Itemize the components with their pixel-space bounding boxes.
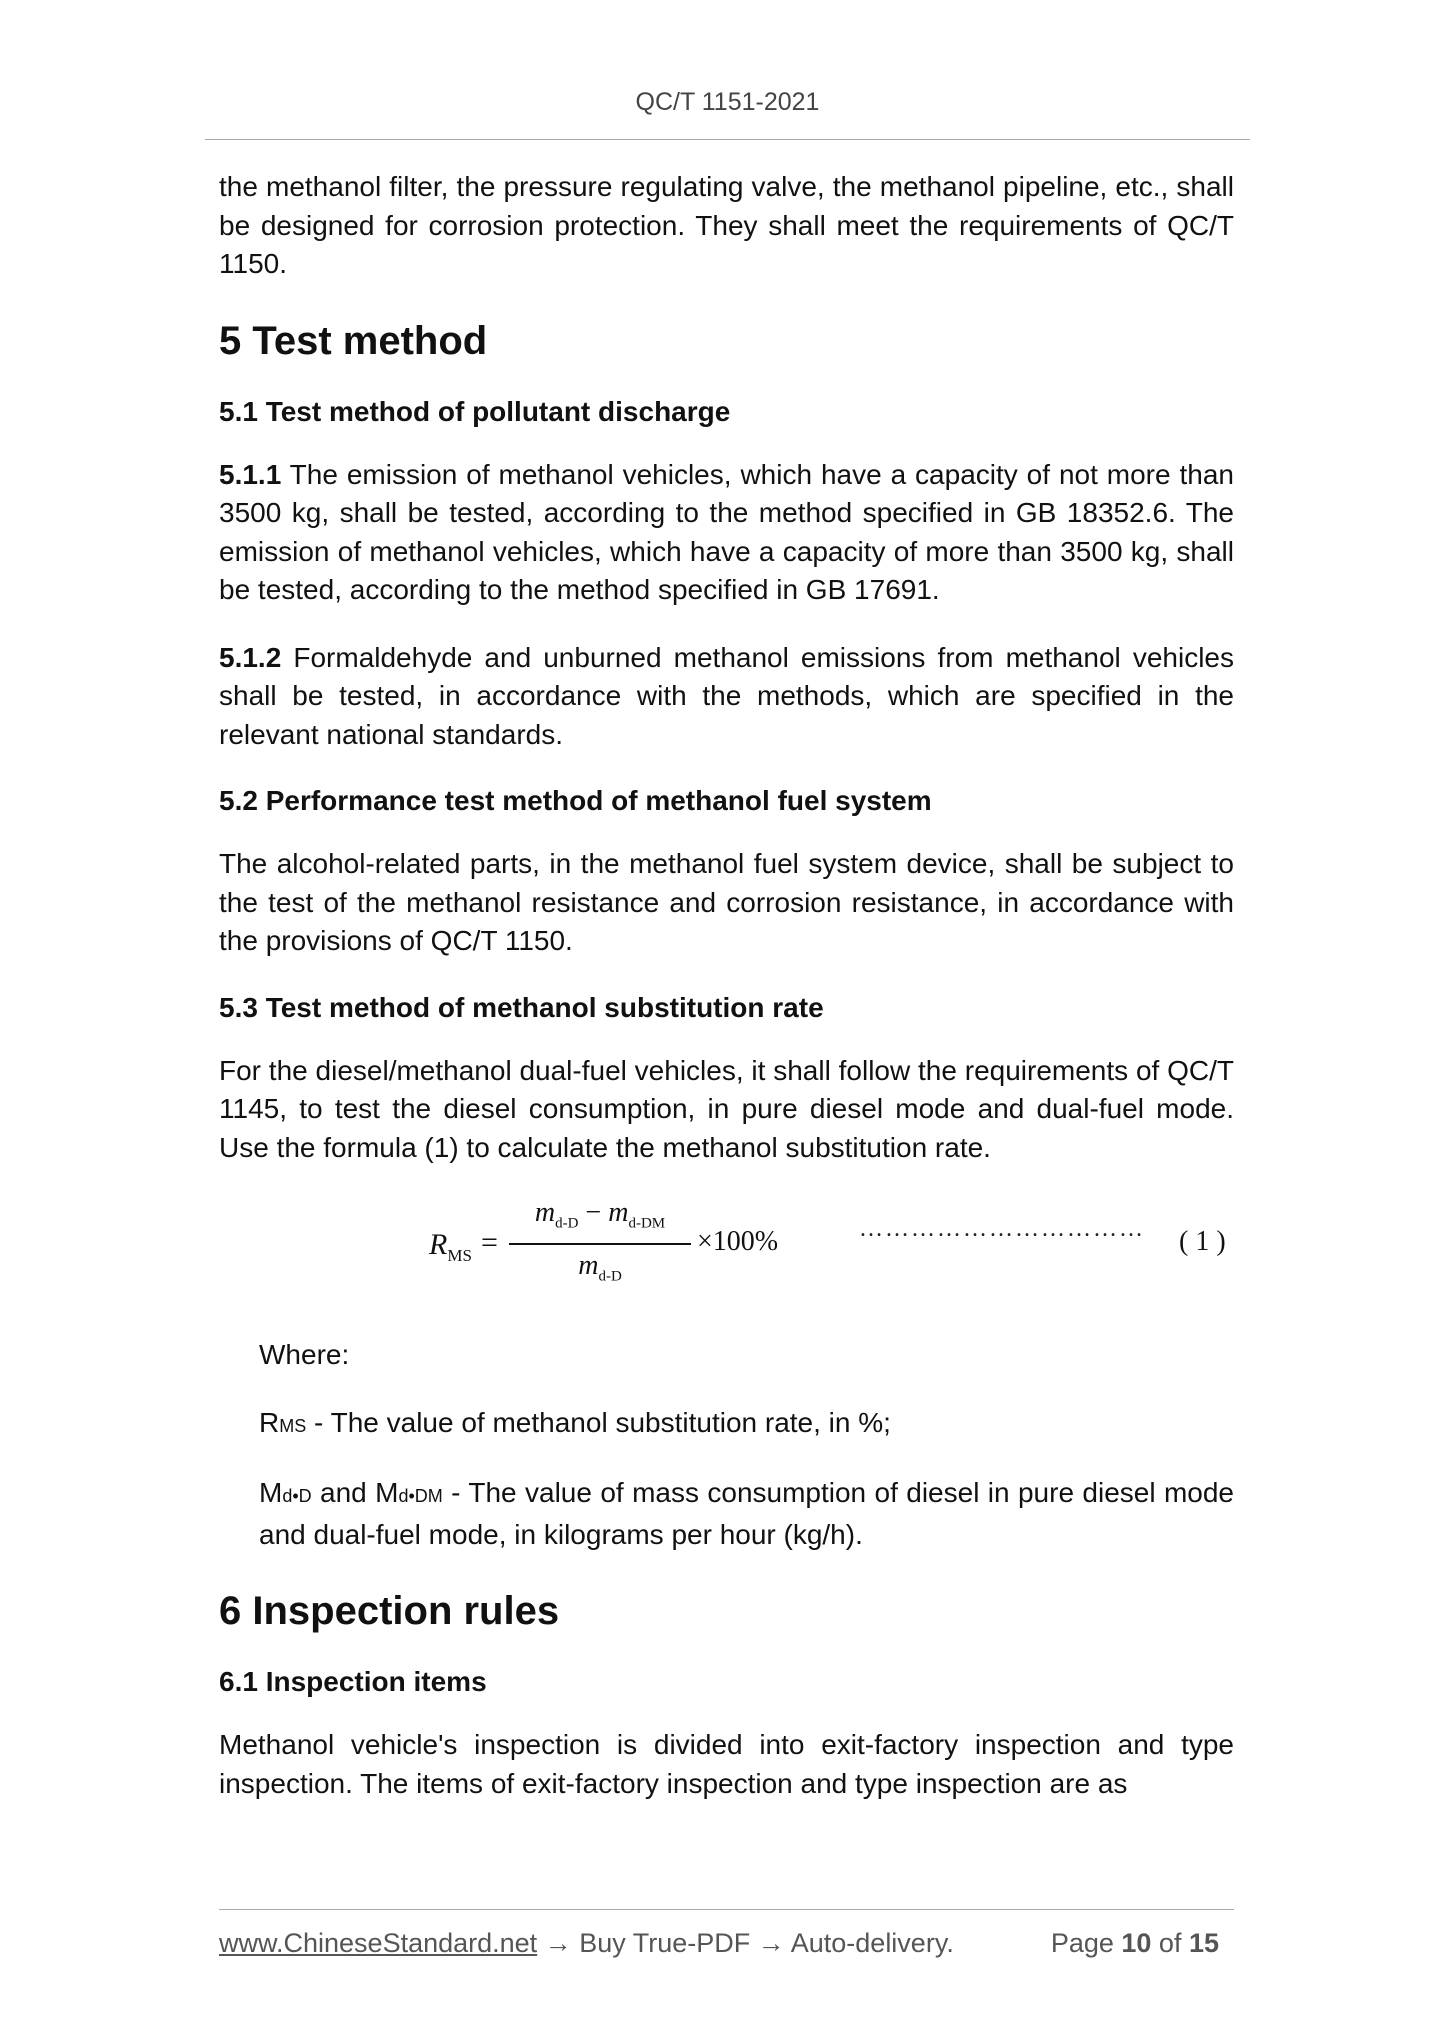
clause-text: Formaldehyde and unburned methanol emissions from methanol vehicles shall be tested, in accordance with the methods, which are specified in the relevant national standards. [219, 641, 1234, 750]
header-divider [205, 139, 1250, 140]
formula-lhs: $R_{MS}$ [429, 1228, 472, 1265]
clause-text: The emission of methanol vehicles, which have a capacity of not more than 3500 kg, shall be tested, according to the method specified in GB 18352.6. The emission of methanol vehicles, which have a capacity of more than 3500 kg, shall be tested, according to the method specified in GB 17691. [219, 458, 1234, 605]
where-label: Where: [259, 1339, 350, 1370]
section-5-heading: 5 Test method [219, 318, 488, 363]
paragraph-6-1: Methanol vehicle's inspection is divided into exit-factory inspection and type inspection. The items of exit-factory inspection and type inspection are as [219, 1729, 1234, 1799]
definition-md: Md•D and Md•DM - The value of mass consumption of diesel in pure diesel mode and dual-fuel mode, in kilograms per hour (kg/h). [259, 1477, 1234, 1550]
formula-fraction [509, 1196, 691, 1293]
paragraph-5-1-1 [219, 456, 1234, 610]
fraction-bar [509, 1243, 691, 1245]
formula-number: ( 1 ) [1179, 1226, 1226, 1257]
section-5-2-heading: 5.2 Performance test method of methanol fuel system [219, 785, 932, 816]
formula-denominator: $m_{d-D}$ [578, 1249, 622, 1285]
page-header: QC/T 1151-2021 [635, 88, 820, 116]
footer-tagline: → Buy True-PDF → Auto-delivery. [537, 1928, 954, 1958]
clause-number: 5.1.2 [219, 641, 282, 673]
website-link[interactable]: www.ChineseStandard.net [219, 1928, 538, 1958]
formula-equals: = [481, 1226, 498, 1259]
clause-number: 5.1.1 [219, 458, 282, 490]
formula-1 [219, 1196, 1234, 1296]
section-6-1-heading: 6.1 Inspection items [219, 1666, 487, 1697]
page-footer [219, 1928, 1234, 1959]
section-6-heading: 6 Inspection rules [219, 1589, 560, 1633]
page-indicator: Page 10 of 15 [1050, 1928, 1219, 1958]
paragraph-5-2: The alcohol-related parts, in the methanol fuel system device, shall be subject to the test of the methanol resistance and corrosion resistance, in accordance with the provisions of QC/T 1150. [219, 848, 1234, 956]
paragraph-5-3: For the diesel/methanol dual-fuel vehicles, it shall follow the requirements of QC/T 1145, to test the diesel consumption, in pure diesel mode and dual-fuel mode. Use the formula (1) to calculate the methanol substitution rate. [219, 1054, 1234, 1163]
formula-multiplier: ×100% [697, 1226, 779, 1257]
definition-rms: RMS - The value of methanol substitution rate, in %; [259, 1406, 891, 1438]
intro-paragraph: the methanol filter, the pressure regulating valve, the methanol pipeline, etc., shall be designed for corrosion protection. They shall meet the requirements of QC/T 1150. [219, 171, 1234, 279]
paragraph-5-1-2 [219, 639, 1234, 755]
footer-divider [219, 1909, 1234, 1910]
section-5-1-heading: 5.1 Test method of pollutant discharge [219, 395, 731, 427]
section-5-3-heading: 5.3 Test method of methanol substitution rate [219, 991, 824, 1023]
formula-numerator: $m_{d-D} - m_{d-DM}$ [534, 1197, 666, 1232]
formula-leader-dots: …………………………… [859, 1216, 1145, 1242]
page-content [219, 168, 1234, 1832]
